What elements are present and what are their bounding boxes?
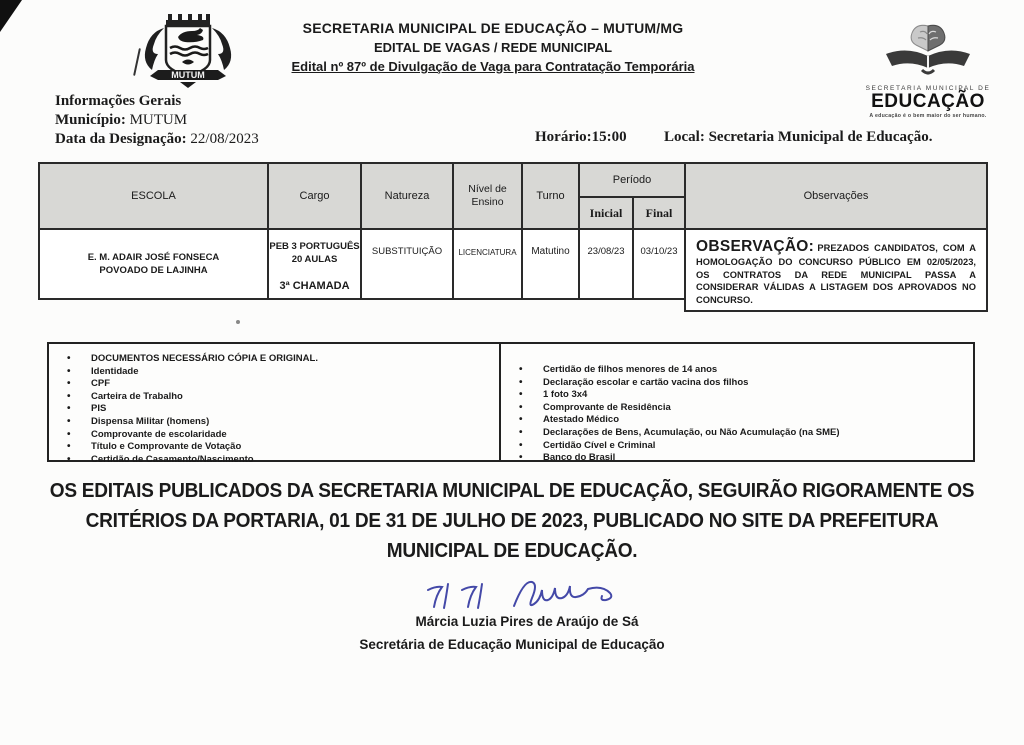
documents-list-right — [501, 364, 971, 465]
document-list-item: • Comprovante de Residência — [501, 402, 971, 415]
document-list-item: • 1 foto 3x4 — [501, 389, 971, 402]
col-header-cargo: Cargo — [267, 162, 362, 230]
document-list-item: • DOCUMENTOS NECESSÁRIO CÓPIA E ORIGINAL. — [49, 353, 497, 366]
education-secretariat-logo — [856, 24, 1000, 119]
col-header-periodo: Período — [578, 162, 686, 198]
document-list-item: • Declaração escolar e cartão vacina dos filhos — [501, 377, 971, 390]
document-list-item: • Dispensa Militar (homens) — [49, 416, 497, 429]
municipio-label: Município: — [55, 112, 126, 128]
document-list-item: • Certidão Cível e Criminal — [501, 440, 971, 453]
logo-top-label: SECRETARIA MUNICIPAL DE — [865, 85, 991, 92]
notice-line: CRITÉRIOS DA PORTARIA, 01 DE 31 DE JULHO DE 2023, PUBLICADO NO SITE DA PREFEITURA — [85, 509, 939, 532]
logo-tagline: A educação é o bem maior do ser humano. — [869, 113, 987, 119]
info-title — [55, 92, 259, 111]
document-list-item: • Carteira de Trabalho — [49, 391, 497, 404]
notice-line: MUNICIPAL DE EDUCAÇÃO. — [386, 539, 638, 562]
col-header-nivel: Nível de Ensino — [452, 162, 523, 230]
row-periodo-final: 03/10/23 — [632, 228, 686, 300]
document-list-item: • Banco do Brasil — [501, 452, 971, 465]
row-natureza: SUBSTITUIÇÃO — [360, 228, 454, 300]
cargo-chamada: 3ª CHAMADA — [279, 280, 350, 292]
crest-banner-text: MUTUM — [171, 70, 205, 80]
escola-location: POVOADO DE LAJINHA — [99, 265, 208, 276]
municipio-value: MUTUM — [129, 112, 188, 128]
info-horario: Horário:15:00 — [535, 129, 627, 145]
mutum-coat-of-arms — [128, 10, 248, 90]
info-local: Local: Secretaria Municipal de Educação. — [664, 129, 933, 145]
scan-artifact-corner — [0, 0, 22, 32]
document-list-item: • PIS — [49, 403, 497, 416]
row-observacoes — [684, 228, 988, 312]
row-turno: Matutino — [521, 228, 580, 300]
signatory-name: Márcia Luzia Pires de Araújo de Sá — [415, 614, 639, 629]
col-header-inicial: Inicial — [578, 196, 634, 230]
col-header-final: Final — [632, 196, 686, 230]
data-value: 22/08/2023 — [190, 131, 259, 147]
cargo-line1: PEB 3 PORTUGUÊS — [269, 241, 360, 252]
document-list-item: • Atestado Médico — [501, 414, 971, 427]
document-list-item: • CPF — [49, 378, 497, 391]
edital-notice-paragraph — [36, 476, 988, 566]
row-periodo-inicial: 23/08/23 — [578, 228, 634, 300]
header-edital-line: Edital nº 87º de Divulgação de Vaga para Contratação Temporária — [291, 59, 695, 74]
info-municipio — [55, 111, 259, 130]
observacao-title: OBSERVAÇÃO: — [696, 238, 815, 255]
header-title: SECRETARIA MUNICIPAL DE EDUCAÇÃO – MUTUM/MG — [302, 20, 684, 36]
info-title-text: Informações Gerais — [55, 93, 182, 109]
general-info-block — [55, 92, 259, 149]
brain-book-icon — [882, 24, 974, 78]
signatory-role: Secretária de Educação Municipal de Educação — [359, 637, 665, 652]
required-documents-box — [47, 342, 975, 465]
documents-list-left — [49, 353, 497, 466]
row-nivel: LICENCIATURA — [452, 228, 523, 300]
document-header — [258, 20, 728, 74]
row-escola — [38, 228, 269, 300]
document-list-item: • Comprovante de escolaridade — [49, 429, 497, 442]
header-subtitle: EDITAL DE VAGAS / REDE MUNICIPAL — [373, 40, 613, 55]
col-header-turno: Turno — [521, 162, 580, 230]
col-header-escola: ESCOLA — [38, 162, 269, 230]
document-list-item: • Título e Comprovante de Votação — [49, 441, 497, 454]
document-list-item: • Certidão de Casamento/Nascimento — [49, 454, 497, 467]
coat-of-arms-graphic — [128, 10, 248, 90]
document-list-item: • Certidão de filhos menores de 14 anos — [501, 364, 971, 377]
col-header-natureza: Natureza — [360, 162, 454, 230]
document-list-item: • Declarações de Bens, Acumulação, ou Não Acumulação (na SME) — [501, 427, 971, 440]
notice-line: OS EDITAIS PUBLICADOS DA SECRETARIA MUNICIPAL DE EDUCAÇÃO, SEGUIRÃO RIGORAMENTE OS — [49, 479, 975, 502]
observacao-text: PREZADOS CANDIDATOS, COM A HOMOLOGAÇÃO DO CONCURSO PÚBLICO EM 02/05/2023, OS CONTRATOS DA REDE MUNICIPAL PASSA A CONSIDERAR VÁLIDAS A LISTAGEM DOS APROVADOS NO CONCURSO. — [696, 243, 977, 305]
cargo-line2: 20 AULAS — [291, 254, 338, 265]
escola-name: E. M. ADAIR JOSÉ FONSECA — [87, 252, 220, 263]
scan-artifact-speck — [236, 320, 240, 324]
logo-title: EDUCAÇÃO — [871, 91, 985, 112]
document-list-item: • Identidade — [49, 366, 497, 379]
data-label: Data da Designação: — [55, 131, 187, 147]
info-data-designacao — [55, 130, 259, 149]
row-cargo — [267, 228, 362, 300]
col-header-observacoes: Observações — [684, 162, 988, 230]
